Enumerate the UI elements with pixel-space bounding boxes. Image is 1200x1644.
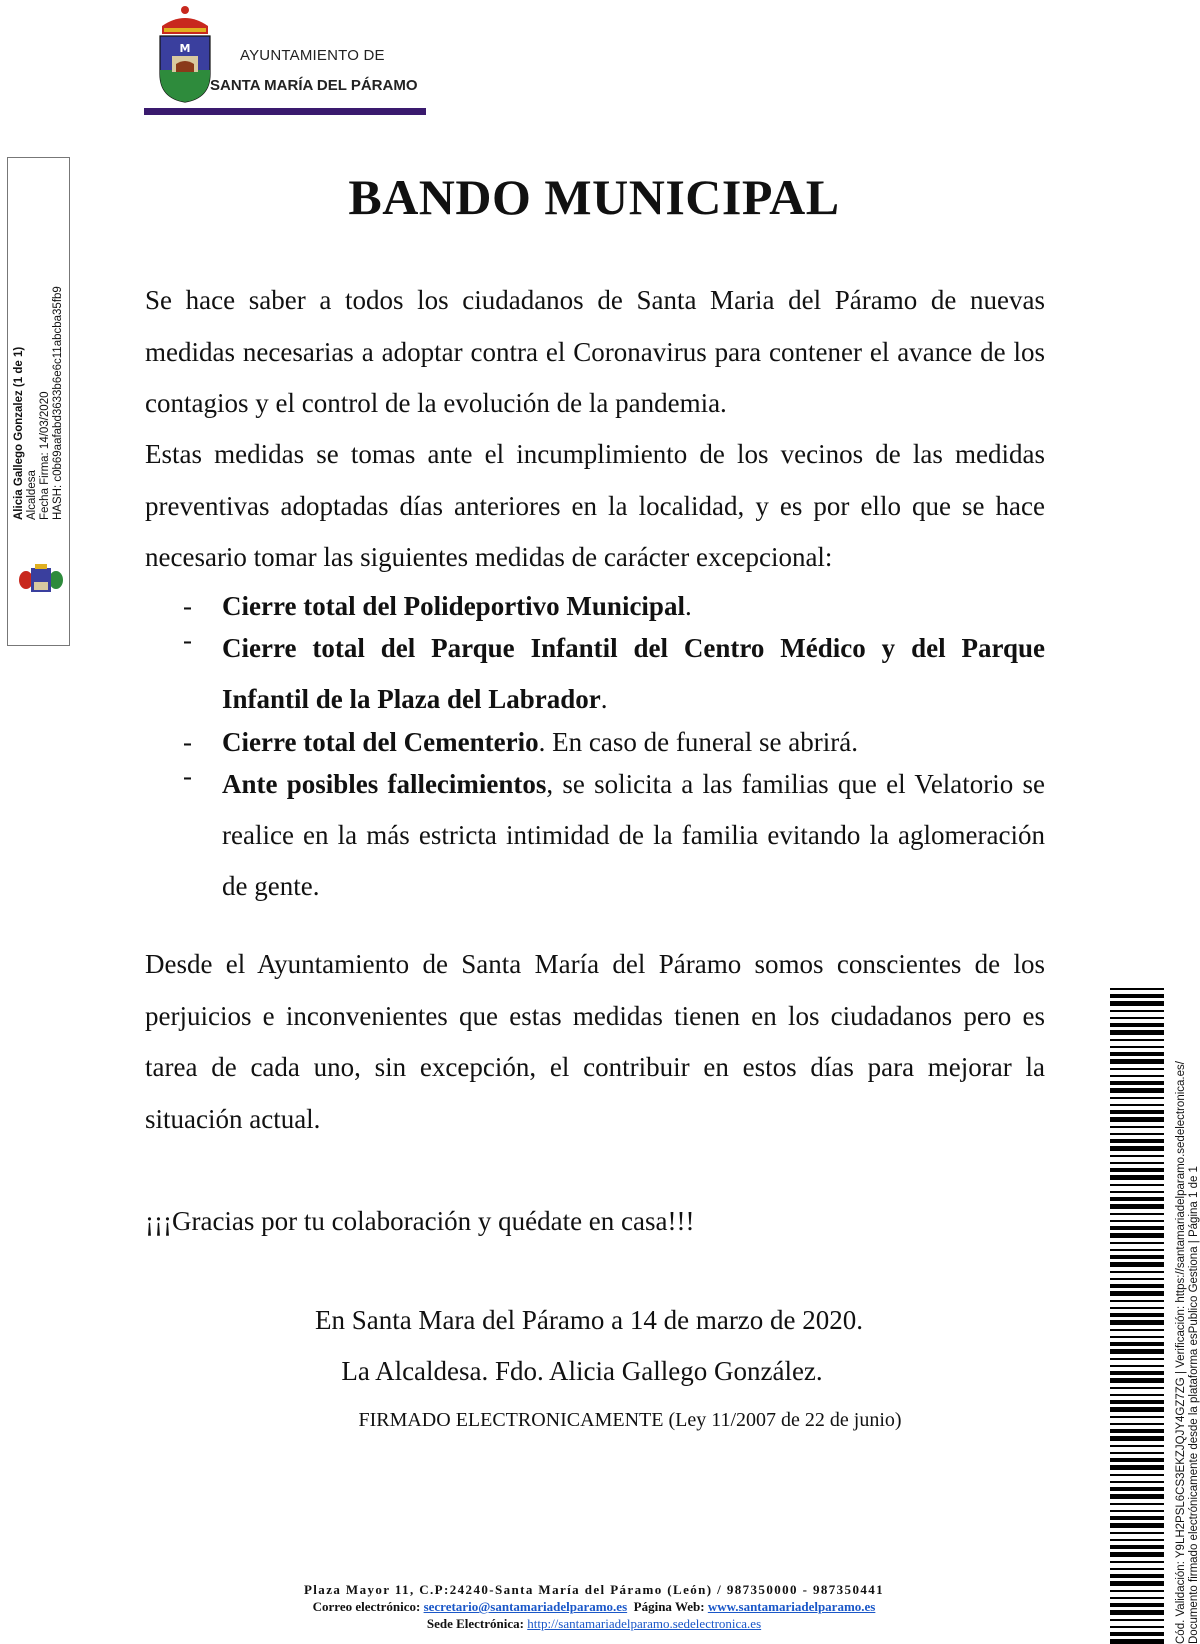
website-link[interactable]: www.santamariadelparamo.es bbox=[707, 1599, 876, 1614]
email-link[interactable]: secretario@santamariadelparamo.es bbox=[423, 1599, 628, 1614]
signature-crest-icon bbox=[16, 562, 66, 596]
list-item bbox=[145, 623, 1045, 725]
organization-name-line1: AYUNTAMIENTO DE bbox=[240, 47, 385, 64]
footer-sede bbox=[144, 1616, 1044, 1633]
context-paragraph: Estas medidas se tomas ante el incumplimiento de los vecinos de las medidas preventivas adoptadas días anteriores en la localidad, y es por ello que se hace necesario tomar las siguientes medidas de carácter excepcional: bbox=[145, 439, 1045, 572]
signature-signer: Alicia Gallego Gonzalez (1 de 1) bbox=[13, 346, 25, 520]
signature-stamp-text bbox=[13, 286, 65, 520]
verification-text bbox=[1175, 1061, 1200, 1644]
list-item bbox=[145, 589, 1045, 623]
email-label: Correo electrónico: bbox=[312, 1599, 421, 1614]
place-date-line: En Santa Mara del Páramo a 14 de marzo de 2020. bbox=[314, 1305, 864, 1335]
header-rule bbox=[144, 108, 426, 115]
signature-hash: HASH: c0b69aafabd3633b6e6c11abcba35fb9 bbox=[52, 286, 64, 520]
sede-link[interactable]: http://santamariadelparamo.sedelectronica.es bbox=[527, 1616, 762, 1631]
list-item bbox=[145, 725, 1045, 759]
list-dash: - bbox=[183, 625, 192, 655]
letterhead bbox=[144, 0, 426, 118]
signature-role: Alcaldesa bbox=[26, 470, 38, 520]
list-item-bold: Cierre total del Parque Infantil del Centro Médico y del Parque Infantil de la Plaza del Labrador bbox=[222, 633, 1045, 714]
list-dash: - bbox=[183, 761, 192, 791]
list-item-text: . bbox=[684, 591, 692, 621]
list-item bbox=[145, 759, 1045, 912]
closing-paragraph: Desde el Ayuntamiento de Santa María del Páramo somos conscientes de los perjuicios e inconvenientes que estas medidas tienen en los ciudadanos pero es tarea de cada uno, sin excepción, el contribuir en estos días para mejorar la situación actual. bbox=[145, 949, 1045, 1134]
list-item-bold: Cierre total del Cementerio bbox=[222, 727, 539, 757]
list-dash: - bbox=[183, 591, 192, 621]
list-item-bold: Ante posibles fallecimientos bbox=[222, 769, 547, 799]
footer-address: Plaza Mayor 11, C.P:24240-Santa María del Páramo (León) / 987350000 - 987350441 bbox=[303, 1582, 885, 1597]
electronic-signature-note: FIRMADO ELECTRONICAMENTE (Ley 11/2007 de 22 de junio) bbox=[358, 1409, 902, 1431]
verification-code-line: Cód. Validación: Y9LH2PSL6CS3EKZJQJY4GZ7ZG | Verificación: https://santamariadelparamo.sedelectronica.es/ bbox=[1175, 1061, 1187, 1644]
intro-paragraph: Se hace saber a todos los ciudadanos de Santa Maria del Páramo de nuevas medidas necesarias a adoptar contra el Coronavirus para contener el avance de los contagios y el control de la evolución de la pandemia. bbox=[145, 285, 1045, 418]
svg-text:M: M bbox=[179, 42, 191, 55]
footer-contact bbox=[144, 1599, 1044, 1616]
signature-date: Fecha Firma: 14/03/2020 bbox=[39, 391, 51, 520]
list-item-bold: Cierre total del Polideportivo Municipal bbox=[222, 591, 685, 621]
list-item-text: . bbox=[600, 684, 608, 714]
municipal-crest-logo bbox=[154, 4, 216, 104]
organization-name-line2: SANTA MARÍA DEL PÁRAMO bbox=[210, 77, 418, 94]
list-dash: - bbox=[183, 727, 192, 757]
sede-label: Sede Electrónica: bbox=[426, 1616, 524, 1631]
list-item-text: , se solicita a las familias que el Velatorio se realice en la más estricta intimidad de la familia evitando la aglomeración de gente. bbox=[222, 769, 1045, 901]
measures-list bbox=[145, 589, 1045, 912]
web-label: Página Web: bbox=[633, 1599, 705, 1614]
validation-barcode bbox=[1110, 988, 1164, 1644]
verification-platform-line: Documento firmado electrónicamente desde la plataforma esPublico Gestiona | Página 1 de 1 bbox=[1188, 1166, 1200, 1644]
list-item-text: . En caso de funeral se abrirá. bbox=[538, 727, 858, 757]
document-title: BANDO MUNICIPAL bbox=[348, 169, 840, 225]
signer-line: La Alcaldesa. Fdo. Alicia Gallego González. bbox=[341, 1356, 823, 1386]
thanks-line: ¡¡¡Gracias por tu colaboración y quédate en casa!!! bbox=[145, 1206, 695, 1236]
